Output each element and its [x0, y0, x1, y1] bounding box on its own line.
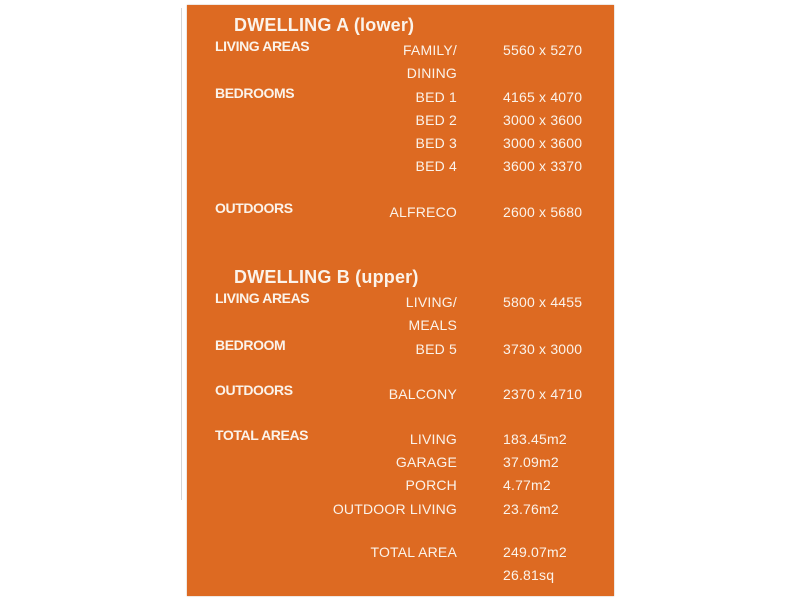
area-name: LIVING	[409, 431, 457, 447]
dwelling-a-title: DWELLING A (lower)	[234, 15, 415, 35]
area-value: 23.76m2	[503, 501, 559, 517]
room-name: BED 3	[415, 135, 457, 151]
page-edge-line	[181, 8, 182, 500]
room-size: 3000 x 3600	[503, 135, 583, 151]
area-value: 183.45m2	[503, 431, 567, 447]
total-area-label: TOTAL AREA	[370, 544, 457, 560]
room-size: 2600 x 5680	[503, 204, 583, 220]
dwelling-a-bedrooms-label: BEDROOMS	[215, 85, 295, 101]
room-size: 2370 x 4710	[503, 386, 583, 402]
room-size: 3730 x 3000	[503, 341, 583, 357]
area-name: PORCH	[405, 477, 457, 493]
room-name: BED 4	[415, 158, 457, 174]
room-size: 4165 x 4070	[503, 89, 583, 105]
area-value: 37.09m2	[503, 454, 559, 470]
dwelling-a-living-areas-label: LIVING AREAS	[215, 38, 310, 54]
total-area-sq: 26.81sq	[503, 567, 555, 583]
room-name-line2: DINING	[406, 65, 457, 81]
dwelling-b-title: DWELLING B (upper)	[234, 267, 419, 287]
room-name: LIVING/	[405, 294, 457, 310]
dwelling-b-living-areas-label: LIVING AREAS	[215, 290, 310, 306]
total-areas-label: TOTAL AREAS	[215, 427, 309, 443]
room-name: BED 5	[415, 341, 457, 357]
room-size: 5560 x 5270	[503, 42, 583, 58]
dwelling-b-outdoors-label: OUTDOORS	[215, 382, 293, 398]
room-size: 5800 x 4455	[503, 294, 583, 310]
room-name: BED 2	[415, 112, 457, 128]
room-name: FAMILY/	[402, 42, 457, 58]
area-name: GARAGE	[395, 454, 457, 470]
room-schedule-panel	[187, 5, 614, 596]
dwelling-a-outdoors-label: OUTDOORS	[215, 200, 293, 216]
room-size: 3600 x 3370	[503, 158, 583, 174]
room-size: 3000 x 3600	[503, 112, 583, 128]
room-name: ALFRECO	[389, 204, 457, 220]
area-name: OUTDOOR LIVING	[332, 501, 457, 517]
total-area-m2: 249.07m2	[503, 544, 567, 560]
room-name: BED 1	[415, 89, 457, 105]
room-name: BALCONY	[388, 386, 457, 402]
dwelling-b-bedroom-label: BEDROOM	[215, 337, 286, 353]
room-name-line2: MEALS	[408, 317, 457, 333]
area-value: 4.77m2	[503, 477, 551, 493]
